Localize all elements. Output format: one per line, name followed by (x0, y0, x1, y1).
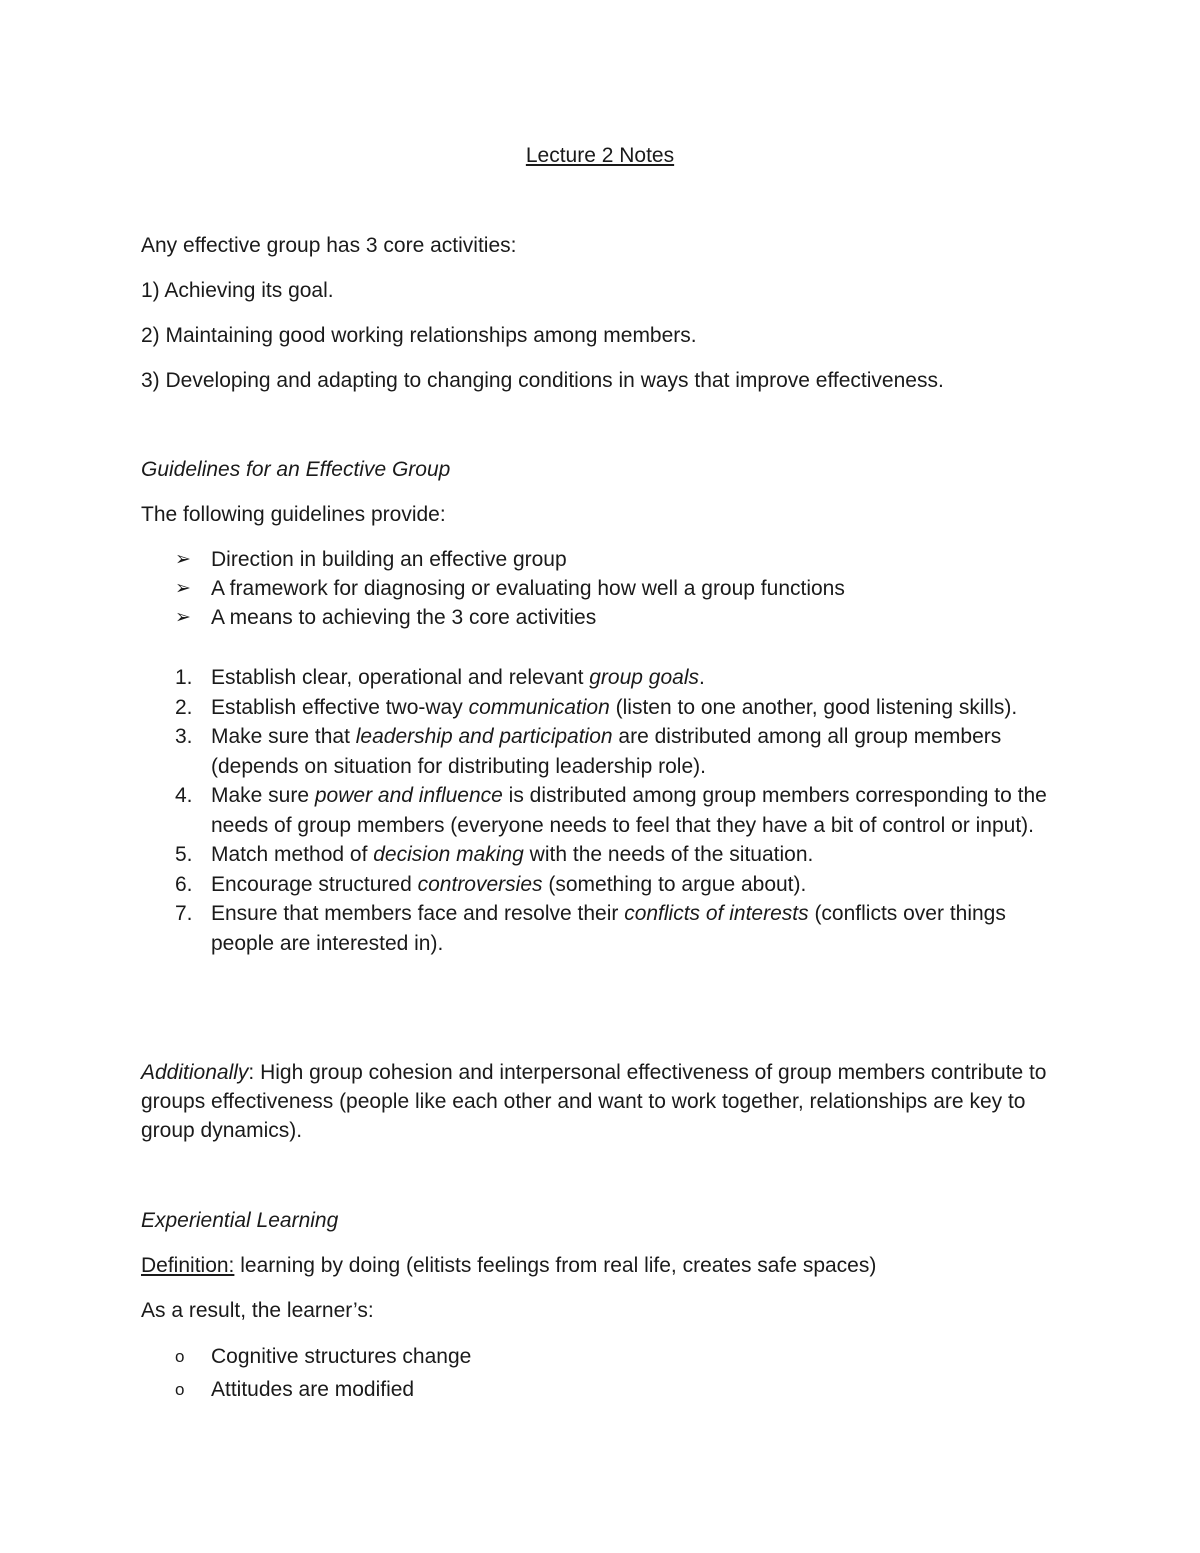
list-item-text: Encourage structured (211, 872, 418, 896)
definition-text: learning by doing (elitists feelings from real life, creates safe spaces) (234, 1254, 877, 1277)
list-item (141, 693, 1061, 723)
definition-label: Definition: (141, 1254, 235, 1277)
core-activity-item: 2) Maintaining good working relationships among members. (141, 324, 697, 347)
section-heading-guidelines: Guidelines for an Effective Group (141, 458, 451, 481)
learner-changes-list (141, 1340, 1061, 1406)
list-item (141, 722, 1061, 781)
list-item-text: A means to achieving the 3 core activities (211, 606, 597, 629)
list-item-emphasis: communication (468, 695, 610, 719)
page-title: Lecture 2 Notes (525, 144, 675, 167)
core-activity-item: 3) Developing and adapting to changing conditions in ways that improve effectiveness. (141, 369, 944, 392)
list-item-text: Ensure that members face and resolve their (211, 902, 625, 925)
circle-bullet-icon: o (175, 1380, 185, 1399)
list-item-text: Make sure that (211, 725, 356, 748)
list-item-emphasis: controversies (417, 872, 543, 896)
list-item (141, 663, 1061, 693)
list-item (141, 1373, 1061, 1406)
list-item-text: Establish effective two-way (211, 695, 469, 719)
list-item-text: (conflicts over things people are interested in). (211, 902, 1006, 955)
guidelines-bullet-list (141, 545, 1061, 632)
list-item-emphasis: leadership and participation (355, 725, 613, 748)
list-number: 1. (175, 666, 193, 689)
list-item (141, 840, 1061, 870)
additionally-label: Additionally (141, 1061, 249, 1084)
list-item-emphasis: group goals (589, 666, 699, 689)
list-item-text: A framework for diagnosing or evaluating how well a group functions (211, 577, 845, 600)
section-heading-experiential: Experiential Learning (141, 1209, 339, 1232)
list-item (141, 781, 1061, 840)
list-item-text: Attitudes are modified (211, 1378, 415, 1401)
list-item (141, 1340, 1061, 1373)
list-item-emphasis: power and influence (314, 784, 503, 807)
core-activity-item: 1) Achieving its goal. (141, 279, 334, 302)
guidelines-intro: The following guidelines provide: (141, 503, 446, 526)
list-number: 5. (175, 843, 193, 866)
list-item-text: (listen to one another, good listening skills). (609, 695, 1018, 719)
list-item (141, 870, 1061, 900)
list-item-text: are distributed among all group members (depends on situation for distributing leadership role). (211, 725, 1002, 778)
list-number: 4. (175, 784, 193, 807)
list-item-text: Direction in building an effective group (211, 548, 567, 571)
list-item (141, 603, 1061, 632)
definition-paragraph (141, 1251, 1061, 1280)
list-item-text: Establish clear, operational and relevant (211, 666, 590, 689)
circle-bullet-icon: o (175, 1347, 185, 1366)
list-number: 7. (175, 902, 193, 925)
list-item-text: Make sure (211, 784, 315, 807)
core-activities-list (141, 276, 1061, 411)
additionally-paragraph (141, 1058, 1061, 1145)
list-item-text: Cognitive structures change (211, 1345, 472, 1368)
list-item (141, 899, 1061, 958)
list-item-emphasis: decision making (373, 843, 524, 866)
arrow-bullet-icon: ➢ (175, 549, 191, 570)
list-number: 2. (175, 695, 193, 719)
additionally-text: : High group cohesion and interpersonal effectiveness of group members contribute to groups effectiveness (people like each other and want to work together, relationships are key to group dynamics). (141, 1061, 1047, 1142)
list-item-text: (something to argue about). (542, 872, 807, 896)
guidelines-numbered-list (141, 663, 1061, 958)
arrow-bullet-icon: ➢ (175, 607, 191, 628)
result-intro: As a result, the learner’s: (141, 1299, 374, 1322)
core-activities-intro: Any effective group has 3 core activities: (141, 234, 517, 257)
arrow-bullet-icon: ➢ (175, 578, 191, 599)
list-item-text: with the needs of the situation. (523, 843, 814, 866)
list-item-text: . (699, 666, 705, 689)
list-item-emphasis: conflicts of interests (624, 902, 809, 925)
list-item (141, 574, 1061, 603)
list-item-text: Match method of (211, 843, 374, 866)
list-item-text: is distributed among group members corresponding to the needs of group members (everyone needs to feel that they have a bit of control or input). (211, 784, 1047, 837)
list-number: 6. (175, 872, 193, 896)
list-item (141, 545, 1061, 574)
list-number: 3. (175, 725, 193, 748)
